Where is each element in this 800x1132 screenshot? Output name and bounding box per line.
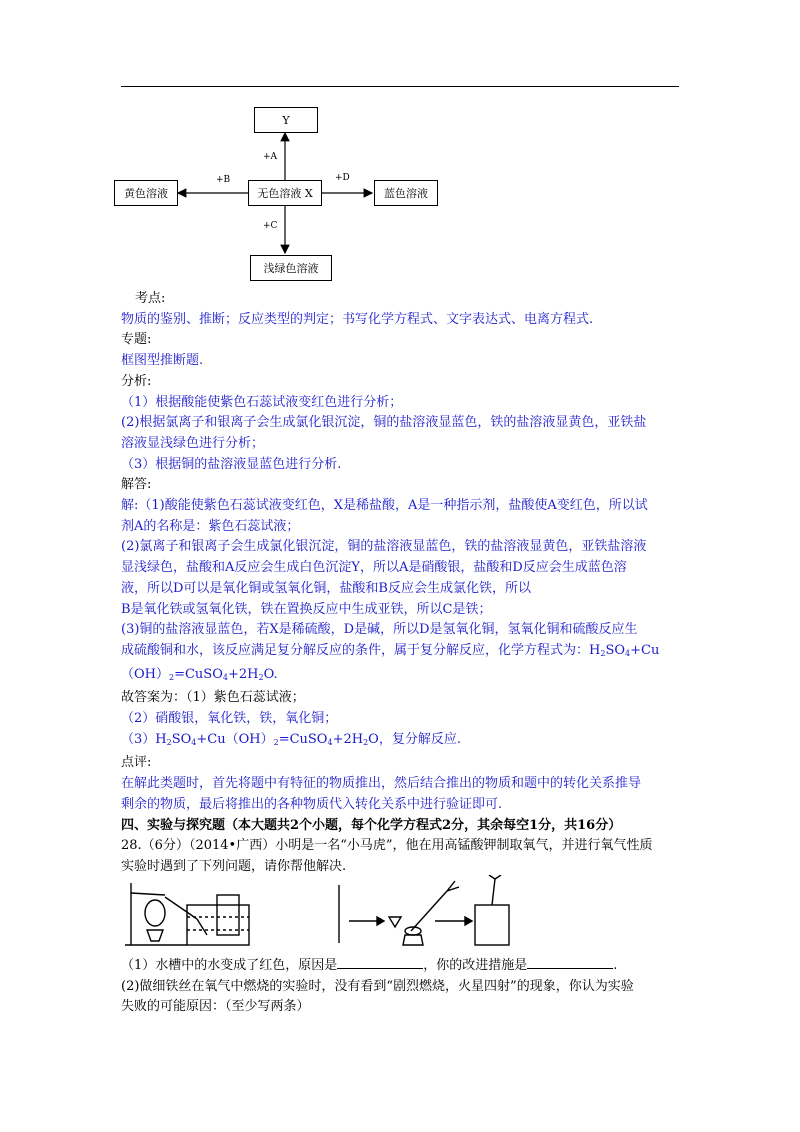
box-x: 无色溶液 X	[248, 180, 322, 206]
dianping-line: 在解此类题时，首先将题中有特征的物质推出，然后结合推出的物质和题中的转化关系推导	[121, 776, 642, 792]
dianping-line: 剩余的物质，最后将推出的各种物质代入转化关系中进行验证即可.	[121, 796, 503, 812]
answer-line: （2）硝酸银，氧化铁，铁，氧化铜；	[121, 711, 338, 727]
formula-sub: 2	[258, 672, 264, 682]
jieda-heading: 解答:	[121, 477, 152, 493]
formula-sub: 4	[191, 737, 197, 747]
formula-2h: +2H	[227, 666, 259, 682]
answer-line-eq	[121, 730, 691, 754]
answer-blank[interactable]	[337, 956, 423, 969]
formula-sub: 4	[222, 672, 228, 682]
jieda-line-eq	[121, 641, 691, 665]
formula-sub: 2	[273, 737, 279, 747]
label-d: +D	[335, 173, 350, 183]
zhuanti-heading: 专题:	[121, 332, 152, 348]
ans-h: （3）H	[121, 731, 167, 747]
formula-sub: 2	[363, 737, 369, 747]
q1-text: （1）水槽中的水变成了红色，原因是	[121, 958, 338, 973]
ans-end: O，复分解反应.	[368, 731, 461, 747]
label-c: +C	[263, 221, 278, 231]
kaodian-heading: 考点:	[135, 291, 166, 306]
apparatus-illustration	[125, 875, 515, 954]
formula-sub: 2	[169, 672, 175, 682]
jieda-line: (3)铜的盐溶液显蓝色，若X是稀硫酸，D是碱，所以D是氢氧化铜，氢氧化铜和硫酸反应生	[121, 622, 638, 638]
formula-cuso: =CuSO	[174, 666, 223, 682]
formula-sub: 4	[327, 737, 333, 747]
q1-end: .	[613, 958, 618, 973]
question-2-cont: 失败的可能原因：（至少写两条）	[121, 999, 310, 1015]
question-part	[121, 956, 691, 1018]
jieda-line: 剂A的名称是：紫色石蕊试液；	[121, 518, 300, 534]
question-2: (2)做细铁丝在氧气中燃烧的实验时，没有看到“剧烈燃烧，火星四射”的现象，你认为实验	[121, 978, 634, 994]
zhuanti-text: 框图型推断题.	[121, 353, 204, 369]
kaodian-text: 物质的鉴别、推断；反应类型的判定；书写化学方程式、文字表达式、电离方程式.	[121, 311, 594, 327]
ans-so: SO	[171, 731, 192, 747]
label-b: +B	[216, 175, 231, 185]
jieda-line: (2)氯离子和银离子会生成氯化银沉淀，铜的盐溶液显蓝色，铁的盐溶液显黄色，亚铁盐溶液	[121, 539, 647, 555]
dianping-heading: 点评:	[121, 755, 152, 771]
formula-so: SO	[605, 642, 626, 658]
section-heading: 四、实验与探究题（本大题共2个小题，每个化学方程式2分，其余每空1分，共16分）	[121, 817, 622, 833]
fenxi-line: (2)根据氯离子和银离子会生成氯化银沉淀，铜的盐溶液显蓝色，铁的盐溶液显黄色，亚铁盐	[121, 415, 647, 431]
jieda-line-eq2	[121, 665, 691, 689]
jieda-line: 解:（1)酸能使紫色石蕊试液变红色，X是稀盐酸，A是一种指示剂，盐酸使A变红色，所以试	[121, 498, 648, 514]
box-yellow: 黄色溶液	[114, 180, 178, 206]
formula-cu: +Cu	[630, 642, 660, 658]
fenxi-line: （1）根据酸能使紫色石蕊试液变红色进行分析；	[121, 394, 403, 410]
fenxi-heading: 分析:	[121, 373, 152, 389]
jieda-text: 成硫酸铜和水，该反应满足复分解反应的条件，属于复分解反应，化学方程式为：	[121, 642, 590, 658]
jieda-line: B是氧化铁或氢氧化铁，铁在置换反应中生成亚铁，所以C是铁；	[121, 601, 492, 617]
ans-eq: =CuSO	[278, 731, 328, 747]
formula-o: O.	[263, 666, 278, 682]
box-blue: 蓝色溶液	[374, 180, 438, 206]
ans-cu: +Cu（OH）	[196, 731, 274, 747]
jieda-line: 显浅绿色，盐酸和A反应会生成白色沉淀Y，所以A是硝酸银，盐酸和D反应会生成蓝色溶	[121, 560, 627, 576]
formula-sub: 2	[166, 737, 172, 747]
fenxi-line: （3）根据铜的盐溶液显蓝色进行分析.	[121, 456, 342, 472]
question-line: 28.（6分）（2014•广西）小明是一名“小马虎”，他在用高锰酸钾制取氧气，并进行氧气性质	[121, 838, 653, 854]
answer-heading: 故答案为：（1）紫色石蕊试液；	[121, 690, 305, 706]
ans-2h: +2H	[332, 731, 364, 747]
answer-blank[interactable]	[527, 956, 613, 969]
formula-sub: 2	[600, 648, 606, 658]
apparatus-svg	[125, 875, 515, 950]
answer-body	[121, 289, 691, 878]
formula-oh: （OH）	[121, 666, 169, 682]
formula-sub: 4	[625, 648, 631, 658]
jieda-line: 液，所以D可以是氧化铜或氢氧化铜，盐酸和B反应会生成氯化铁，所以	[121, 580, 531, 596]
header-rule	[121, 86, 679, 87]
box-green: 浅绿色溶液	[250, 255, 332, 281]
label-a: +A	[263, 152, 278, 162]
formula-h: H	[589, 642, 601, 658]
fenxi-line: 溶液显浅绿色进行分析；	[121, 435, 265, 451]
q1-text: ，你的改进措施是	[423, 958, 528, 973]
question-line: 实验时遇到了下列问题，请你帮他解决.	[121, 858, 347, 874]
box-y: Y	[254, 107, 318, 133]
question-1	[121, 956, 691, 977]
